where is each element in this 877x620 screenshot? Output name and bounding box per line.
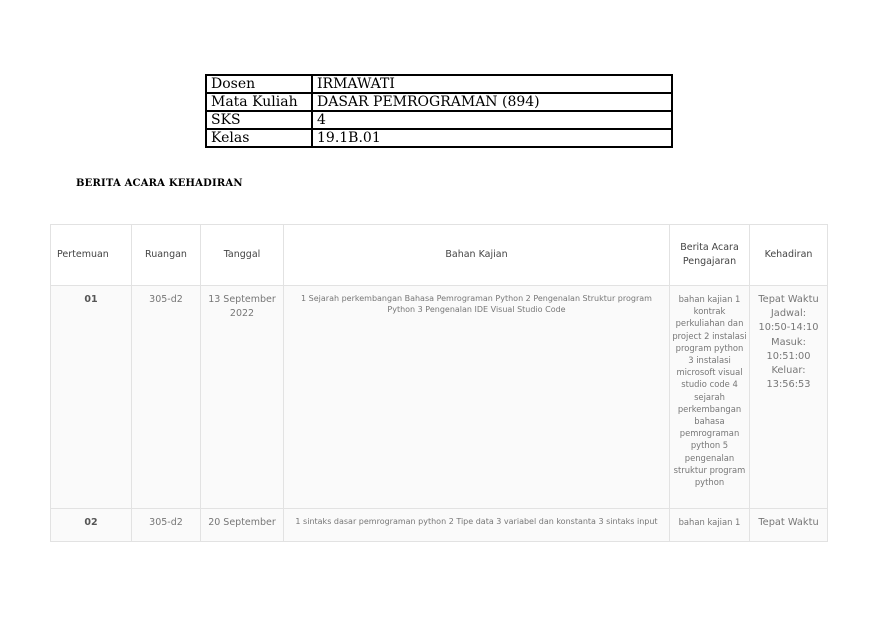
cell-bahan-kajian: 1 sintaks dasar pemrograman python 2 Tipe data 3 variabel dan konstanta 3 sintaks input <box>284 509 670 542</box>
info-value: DASAR PEMROGRAMAN (894) <box>312 93 672 111</box>
header-tanggal: Tanggal <box>201 225 284 286</box>
cell-kehadiran: Tepat Waktu <box>750 509 828 542</box>
cell-bahan-kajian: 1 Sejarah perkembangan Bahasa Pemrograman Python 2 Pengenalan Struktur program Python 3 Pengenalan IDE Visual Studio Code <box>284 286 670 509</box>
course-info-table <box>205 74 673 148</box>
cell-tanggal: 20 September <box>201 509 284 542</box>
cell-kehadiran: Tepat Waktu Jadwal: 10:50-14:10 Masuk: 10:51:00 Keluar: 13:56:53 <box>750 286 828 509</box>
info-label: SKS <box>206 111 312 129</box>
cell-pertemuan: 01 <box>51 286 132 509</box>
info-row-dosen <box>206 75 672 93</box>
info-value: 19.1B.01 <box>312 129 672 147</box>
info-row-sks <box>206 111 672 129</box>
header-pertemuan: Pertemuan <box>51 225 132 286</box>
cell-pertemuan: 02 <box>51 509 132 542</box>
cell-berita-acara: bahan kajian 1 <box>670 509 750 542</box>
header-bahan-kajian: Bahan Kajian <box>284 225 670 286</box>
cell-ruangan: 305-d2 <box>132 509 201 542</box>
header-kehadiran: Kehadiran <box>750 225 828 286</box>
info-label: Dosen <box>206 75 312 93</box>
cell-berita-acara: bahan kajian 1 kontrak perkuliahan dan project 2 instalasi program python 3 instalasi microsoft visual studio code 4 sejarah perkembangan bahasa pemrograman python 5 pengenalan struktur program python <box>670 286 750 509</box>
info-value: IRMAWATI <box>312 75 672 93</box>
info-value: 4 <box>312 111 672 129</box>
cell-tanggal: 13 September 2022 <box>201 286 284 509</box>
table-row <box>51 286 828 509</box>
info-row-mata-kuliah <box>206 93 672 111</box>
info-label: Mata Kuliah <box>206 93 312 111</box>
table-header-row <box>51 225 828 286</box>
info-row-kelas <box>206 129 672 147</box>
header-berita-acara: Berita Acara Pengajaran <box>670 225 750 286</box>
info-label: Kelas <box>206 129 312 147</box>
table-row <box>51 509 828 542</box>
cell-ruangan: 305-d2 <box>132 286 201 509</box>
section-title: BERITA ACARA KEHADIRAN <box>76 178 243 189</box>
attendance-table <box>50 224 828 542</box>
header-ruangan: Ruangan <box>132 225 201 286</box>
